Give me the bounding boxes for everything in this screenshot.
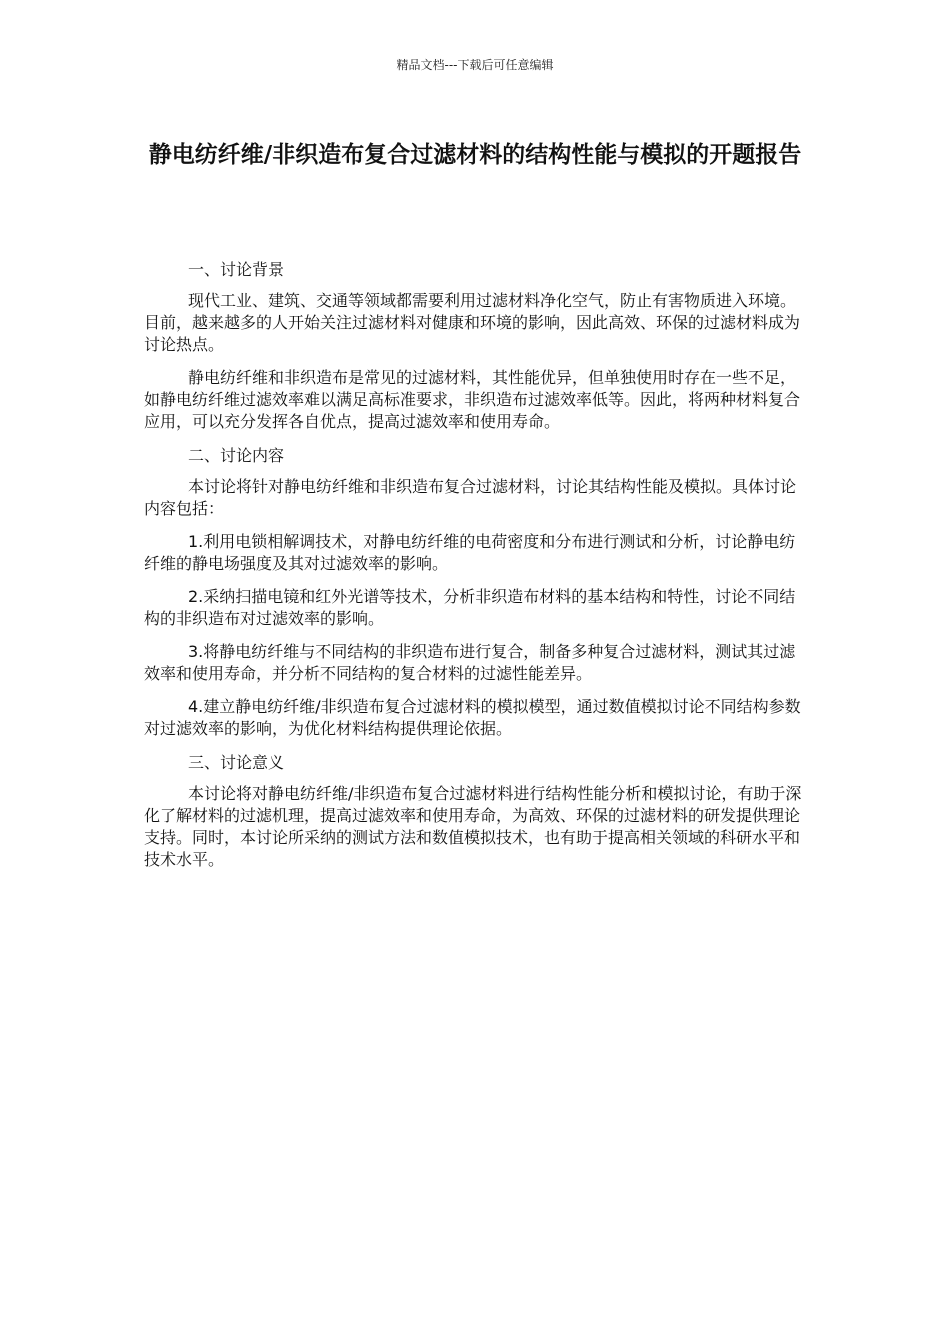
section-significance xyxy=(144,751,806,871)
section-background xyxy=(144,258,806,433)
section-content xyxy=(144,444,806,740)
list-item: 3.将静电纺纤维与不同结构的非织造布进行复合，制备多种复合过滤材料，测试其过滤效率和使用寿命，并分析不同结构的复合材料的过滤性能差异。 xyxy=(144,642,796,683)
document-title: 静电纺纤维/非织造布复合过滤材料的结构性能与模拟的开题报告 xyxy=(148,142,802,168)
paragraph: 本讨论将针对静电纺纤维和非织造布复合过滤材料，讨论其结构性能及模拟。具体讨论内容包括： xyxy=(144,477,797,518)
list-item: 1.利用电锁相解调技术，对静电纺纤维的电荷密度和分布进行测试和分析，讨论静电纺纤维的静电场强度及其对过滤效率的影响。 xyxy=(144,532,796,573)
list-item: 2.采纳扫描电镜和红外光谱等技术，分析非织造布材料的基本结构和特性，讨论不同结构的非织造布对过滤效率的影响。 xyxy=(144,587,796,628)
paragraph: 本讨论将对静电纺纤维/非织造布复合过滤材料进行结构性能分析和模拟讨论，有助于深化了解材料的过滤机理，提高过滤效率和使用寿命，为高效、环保的过滤材料的研发提供理论支持。同时，本讨论所采纳的测试方法和数值模拟技术，也有助于提高相关领域的科研水平和技术水平。 xyxy=(144,784,802,869)
section-heading: 一、讨论背景 xyxy=(188,260,285,279)
section-heading: 二、讨论内容 xyxy=(188,446,285,465)
section-heading: 三、讨论意义 xyxy=(188,753,285,772)
document-body xyxy=(144,258,806,882)
header-note: 精品文档---下载后可任意编辑 xyxy=(396,58,554,72)
paragraph: 现代工业、建筑、交通等领域都需要利用过滤材料净化空气，防止有害物质进入环境。目前，越来越多的人开始关注过滤材料对健康和环境的影响，因此高效、环保的过滤材料成为讨论热点。 xyxy=(144,291,801,354)
paragraph: 静电纺纤维和非织造布是常见的过滤材料，其性能优异，但单独使用时存在一些不足，如静电纺纤维过滤效率难以满足高标准要求，非织造布过滤效率低等。因此，将两种材料复合应用，可以充分发挥各自优点，提高过滤效率和使用寿命。 xyxy=(144,368,801,431)
list-item: 4.建立静电纺纤维/非织造布复合过滤材料的模拟模型，通过数值模拟讨论不同结构参数对过滤效率的影响，为优化材料结构提供理论依据。 xyxy=(144,697,801,738)
